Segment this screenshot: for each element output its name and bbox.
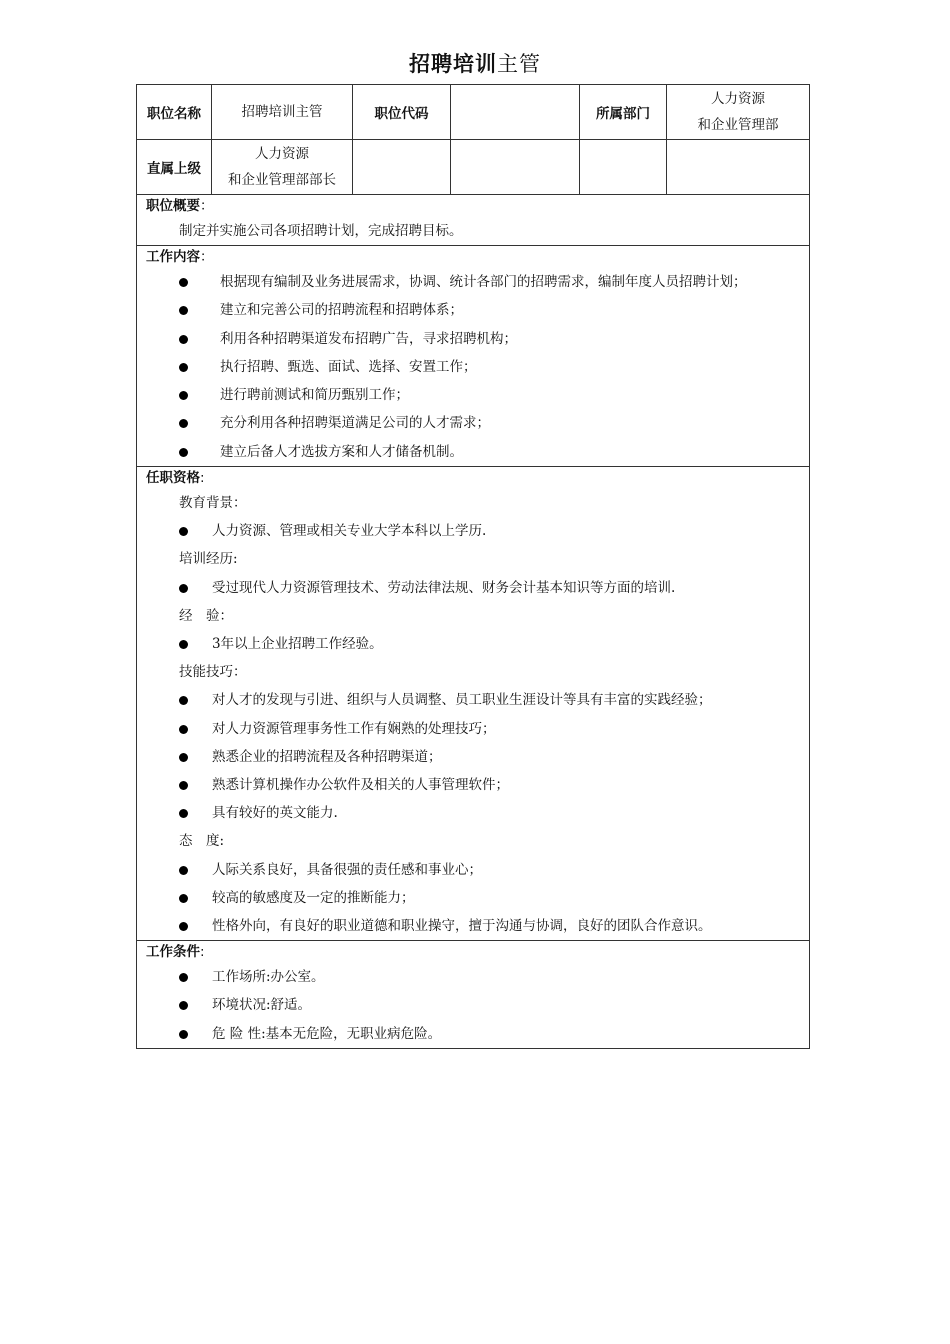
bullet-icon [179,391,188,400]
summary-text: 制定并实施公司各项招聘计划，完成招聘目标。 [179,223,463,239]
conditions-heading: 工作条件: [146,944,205,961]
education-label: 教育背景： [179,495,247,512]
list-item: 进行聘前测试和简历甄别工作； [137,381,809,409]
conditions-section [137,941,810,1049]
empty-cell [667,140,810,195]
bullet-icon [179,1001,188,1010]
bullet-icon [179,696,188,705]
job-description-table [136,84,810,1049]
bullet-icon [179,584,188,593]
bullet-icon [179,894,188,903]
duties-heading: 工作内容： [146,249,214,265]
summary-row [137,195,810,246]
list-item: 3年以上企业招聘工作经验。 [137,630,809,658]
bullet-icon [179,448,188,457]
qualifications-section [137,467,810,941]
list-item: 人际关系良好，具备很强的责任感和事业心； [137,856,809,884]
conditions-row [137,941,810,1049]
list-item: 根据现有编制及业务进展需求，协调、统计各部门的招聘需求，编制年度人员招聘计划； [137,268,809,296]
list-item: 熟悉企业的招聘流程及各种招聘渠道； [137,743,809,771]
list-item: 对人力资源管理事务性工作有娴熟的处理技巧； [137,715,809,743]
department-value [667,85,810,140]
document-title [0,48,950,78]
list-item: 建立和完善公司的招聘流程和招聘体系； [137,296,809,324]
header-row-1 [137,85,810,140]
header-row-2 [137,140,810,195]
position-name-value: 招聘培训主管 [212,85,353,140]
summary-heading: 职位概要： [146,198,214,214]
department-line-1: 人力资源 [711,91,765,107]
empty-cell [353,140,451,195]
list-item: 危 险 性:基本无危险，无职业病危险。 [137,1020,809,1048]
qualifications-heading: 任职资格: [146,470,205,487]
bullet-icon [179,781,188,790]
list-item: 对人才的发现与引进、组织与人员调整、员工职业生涯设计等具有丰富的实践经验； [137,686,809,714]
skills-label: 技能技巧： [179,664,247,681]
list-item: 性格外向，有良好的职业道德和职业操守，擅于沟通与协调，良好的团队合作意识。 [137,912,809,940]
bullet-icon [179,725,188,734]
bullet-icon [179,753,188,762]
training-label: 培训经历: [179,551,238,568]
list-item: 充分利用各种招聘渠道满足公司的人才需求； [137,409,809,437]
list-item: 较高的敏感度及一定的推断能力； [137,884,809,912]
list-item: 建立后备人才选拔方案和人才储备机制。 [137,438,809,466]
list-item: 环境状况:舒适。 [137,991,809,1019]
bullet-icon [179,363,188,372]
empty-cell [451,140,580,195]
list-item: 利用各种招聘渠道发布招聘广告，寻求招聘机构； [137,325,809,353]
list-item: 人力资源、管理或相关专业大学本科以上学历. [137,517,809,545]
title-bold: 招聘培训 [409,52,497,76]
bullet-icon [179,809,188,818]
bullet-icon [179,640,188,649]
bullet-icon [179,922,188,931]
title-thin: 主管 [497,52,541,76]
attitude-label: 态 度: [179,833,225,850]
bullet-icon [179,419,188,428]
list-item: 熟悉计算机操作办公软件及相关的人事管理软件； [137,771,809,799]
list-item: 受过现代人力资源管理技术、劳动法律法规、财务会计基本知识等方面的培训. [137,574,809,602]
bullet-icon [179,1030,188,1039]
list-item: 执行招聘、甄选、面试、选择、安置工作； [137,353,809,381]
bullet-icon [179,278,188,287]
department-label: 所属部门 [580,85,667,140]
bullet-icon [179,866,188,875]
list-item: 工作场所:办公室。 [137,963,809,991]
experience-label: 经 验： [179,607,233,624]
duties-section [137,246,810,467]
position-code-label: 职位代码 [353,85,451,140]
superior-value [212,140,353,195]
bullet-icon [179,335,188,344]
superior-line-2: 和企业管理部部长 [228,172,336,188]
qualifications-row [137,467,810,941]
superior-label: 直属上级 [137,140,212,195]
bullet-icon [179,973,188,982]
bullet-icon [179,527,188,536]
position-name-label: 职位名称 [137,85,212,140]
summary-section [137,195,810,246]
position-code-value [451,85,580,140]
list-item: 具有较好的英文能力. [137,799,809,827]
duties-row [137,246,810,467]
empty-cell [580,140,667,195]
department-line-2: 和企业管理部 [697,117,779,133]
superior-line-1: 人力资源 [255,146,309,162]
bullet-icon [179,306,188,315]
